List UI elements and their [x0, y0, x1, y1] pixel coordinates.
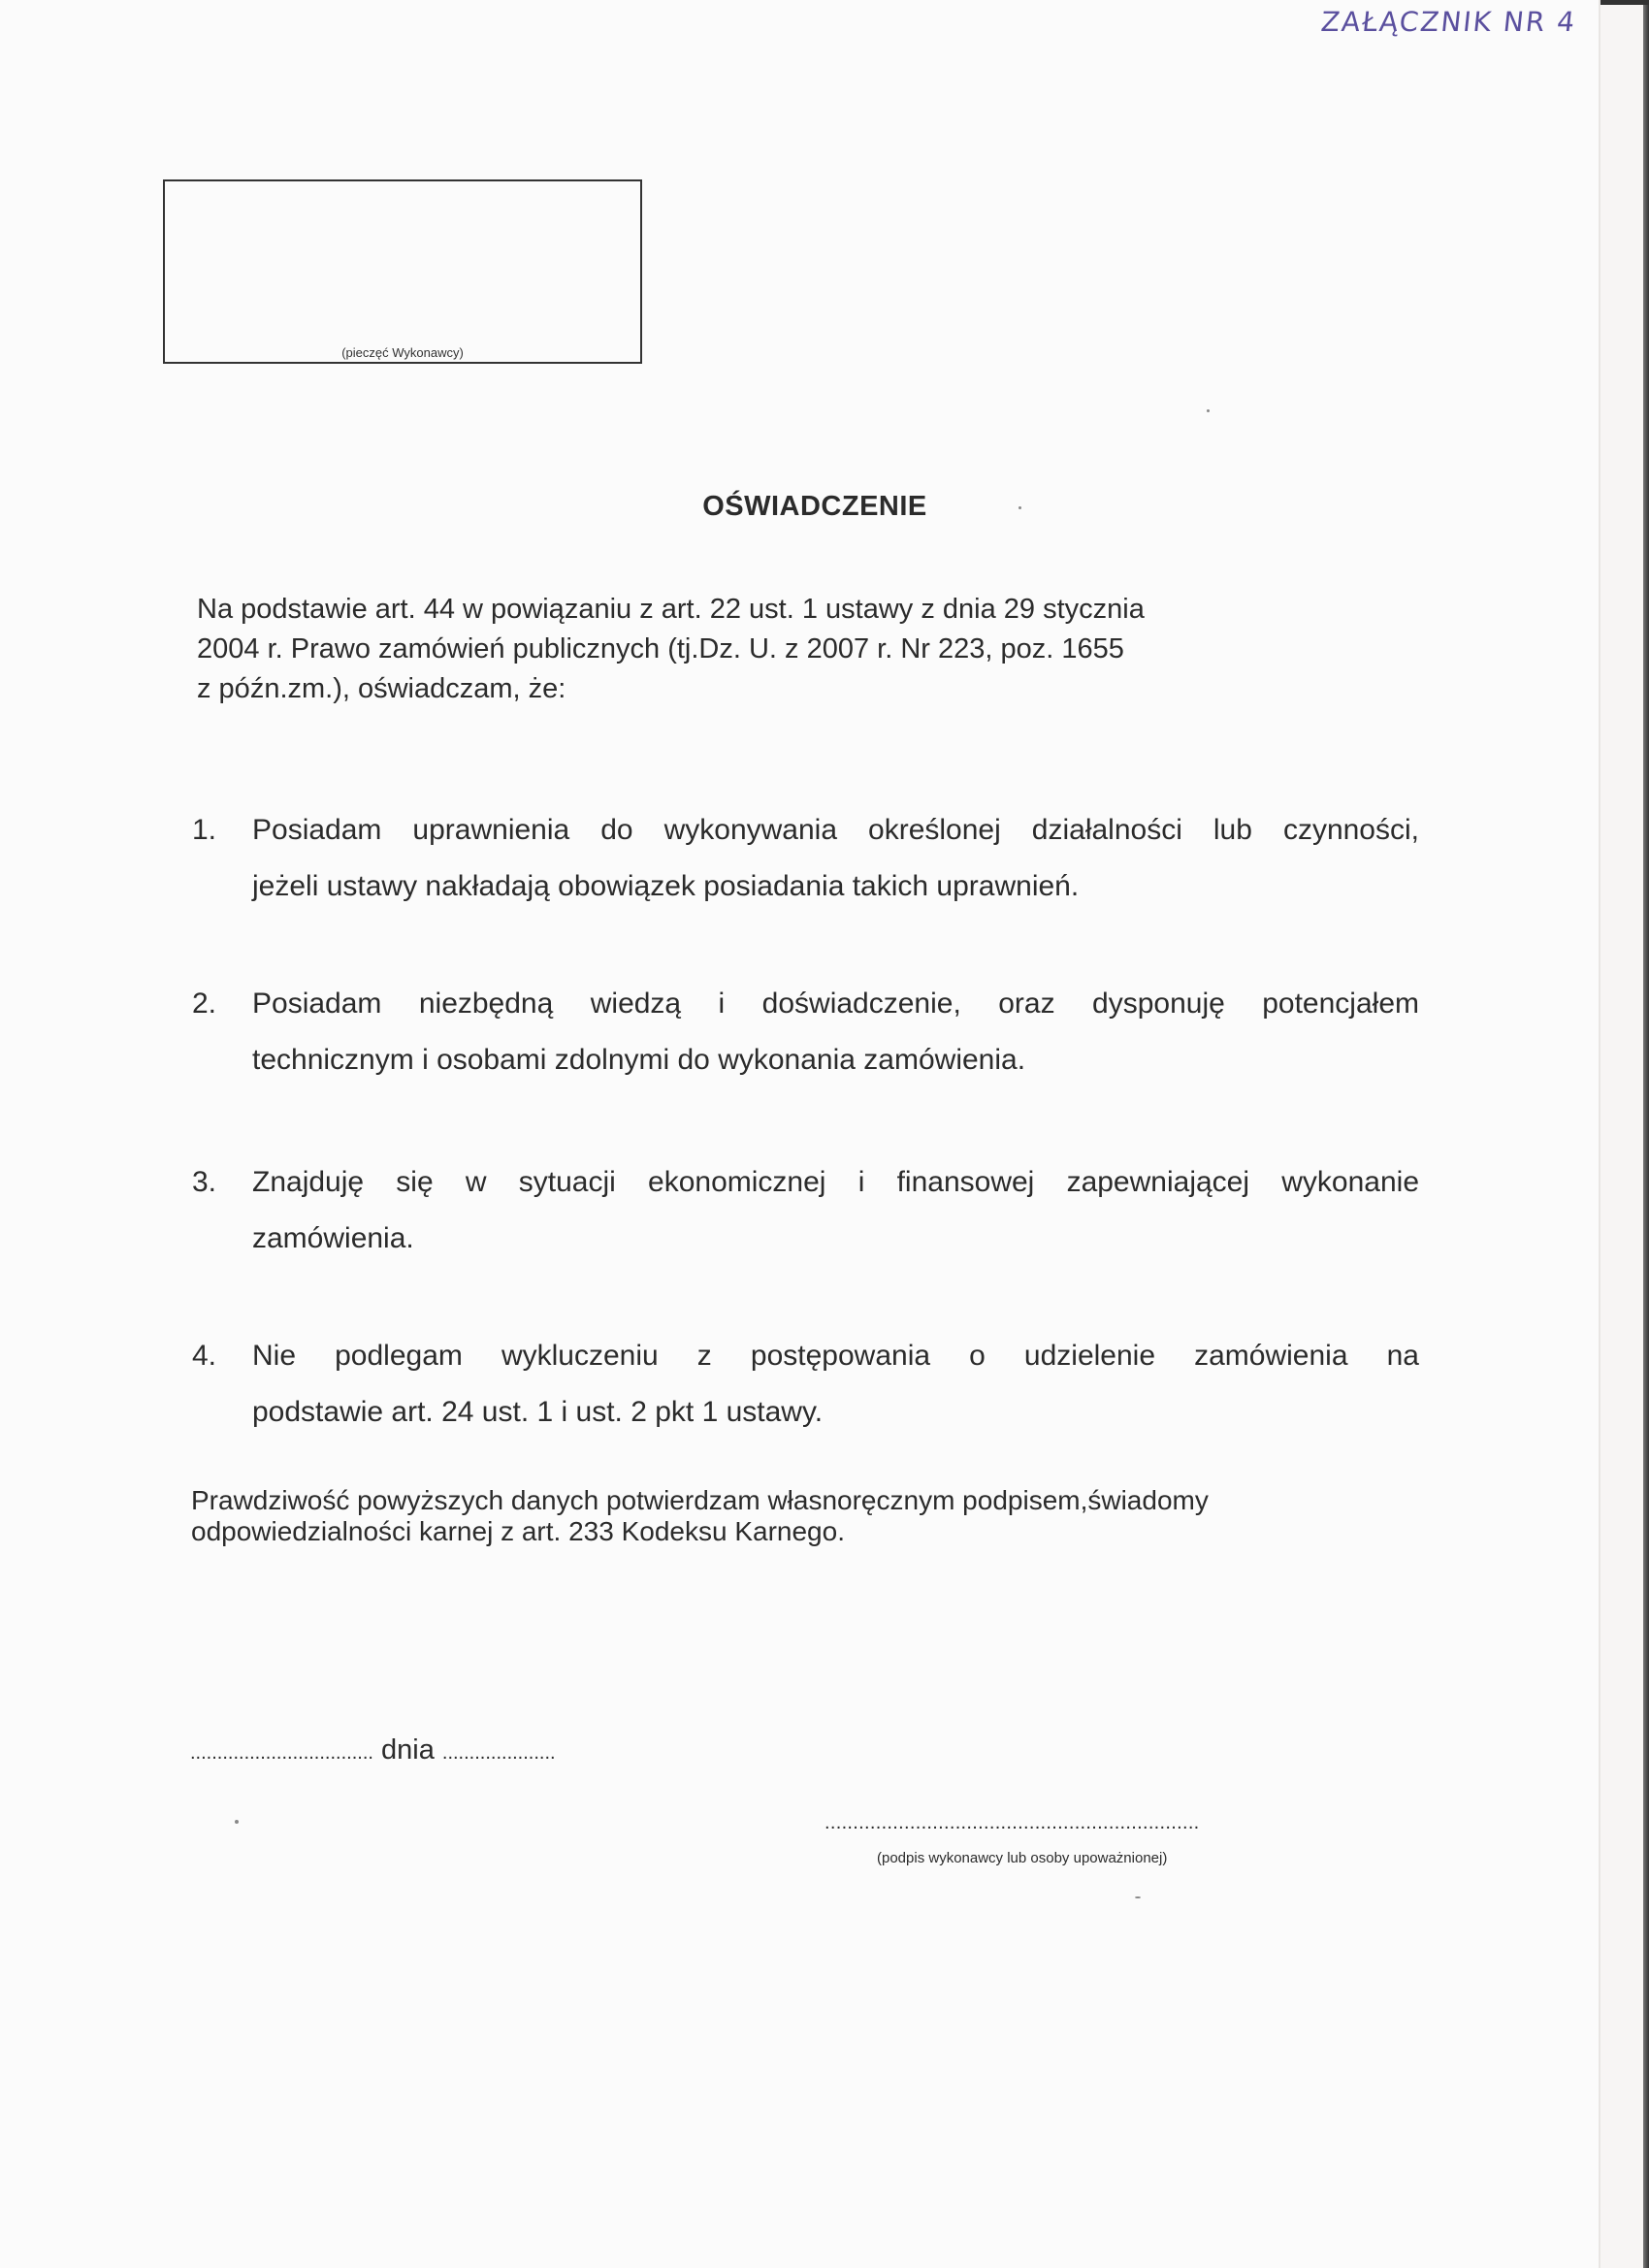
place-field[interactable]: .................................. [190, 1742, 373, 1764]
item-number: 4. [192, 1340, 217, 1372]
closing-line: Prawdziwość powyższych danych potwierdzam własnoręcznym podpisem,świadomy [191, 1485, 1209, 1515]
closing-line: odpowiedzialności karnej z art. 233 Kodeksu Karnego. [191, 1516, 845, 1546]
item-line: Znajduję się w sytuacji ekonomicznej i finansowej zapewniającej wykonanie [252, 1166, 1419, 1198]
scan-speck [235, 1820, 239, 1824]
item-line: Posiadam niezbędną wiedzą i doświadczenie, oraz dysponuję potencjałem [252, 988, 1419, 1020]
item-line: zamówienia. [252, 1222, 414, 1254]
declaration-item-4 [192, 1328, 1419, 1441]
scan-speck [1135, 1896, 1141, 1898]
signature-field[interactable]: .................................................................. [824, 1812, 1200, 1833]
scan-edge-top [1600, 0, 1649, 5]
intro-paragraph [197, 590, 1361, 709]
declaration-item-1 [192, 802, 1419, 915]
item-line: Posiadam uprawnienia do wykonywania określonej działalności lub czynności, [252, 814, 1419, 846]
declaration-item-3 [192, 1154, 1419, 1267]
scan-speck [1207, 409, 1210, 412]
intro-line: Na podstawie art. 44 w powiązaniu z art. 22 ust. 1 ustawy z dnia 29 stycznia [197, 594, 1145, 625]
document-title: OŚWIADCZENIE [702, 491, 927, 522]
intro-line: z późn.zm.), oświadczam, że: [197, 673, 566, 704]
scan-edge [1599, 0, 1649, 2268]
item-number: 1. [192, 814, 217, 846]
dnia-label: dnia [381, 1734, 435, 1766]
stamp-label: (pieczęć Wykonawcy) [341, 345, 464, 360]
item-line: Nie podlegam wykluczeniu z postępowania o udzielenie zamówienia na [252, 1340, 1419, 1372]
item-line: podstawie art. 24 ust. 1 i ust. 2 pkt 1 ustawy. [252, 1396, 824, 1428]
closing-statement [191, 1485, 1404, 1547]
intro-line: 2004 r. Prawo zamówień publicznych (tj.Dz. U. z 2007 r. Nr 223, poz. 1655 [197, 633, 1124, 664]
item-line: technicznym i osobami zdolnymi do wykonania zamówienia. [252, 1044, 1026, 1076]
item-line: jeżeli ustawy nakładają obowiązek posiadania takich uprawnień. [252, 870, 1080, 902]
date-field[interactable]: ..................... [441, 1742, 556, 1764]
item-number: 3. [192, 1166, 217, 1198]
item-number: 2. [192, 988, 217, 1020]
scan-speck [1018, 506, 1021, 509]
declaration-item-2 [192, 976, 1419, 1088]
contractor-stamp-box [163, 179, 642, 364]
handwritten-annotation: ZAŁĄCZNIK NR 4 [1319, 6, 1578, 38]
signature-label: (podpis wykonawcy lub osoby upoważnionej) [877, 1850, 1168, 1866]
place-date-line[interactable] [190, 1734, 556, 1766]
